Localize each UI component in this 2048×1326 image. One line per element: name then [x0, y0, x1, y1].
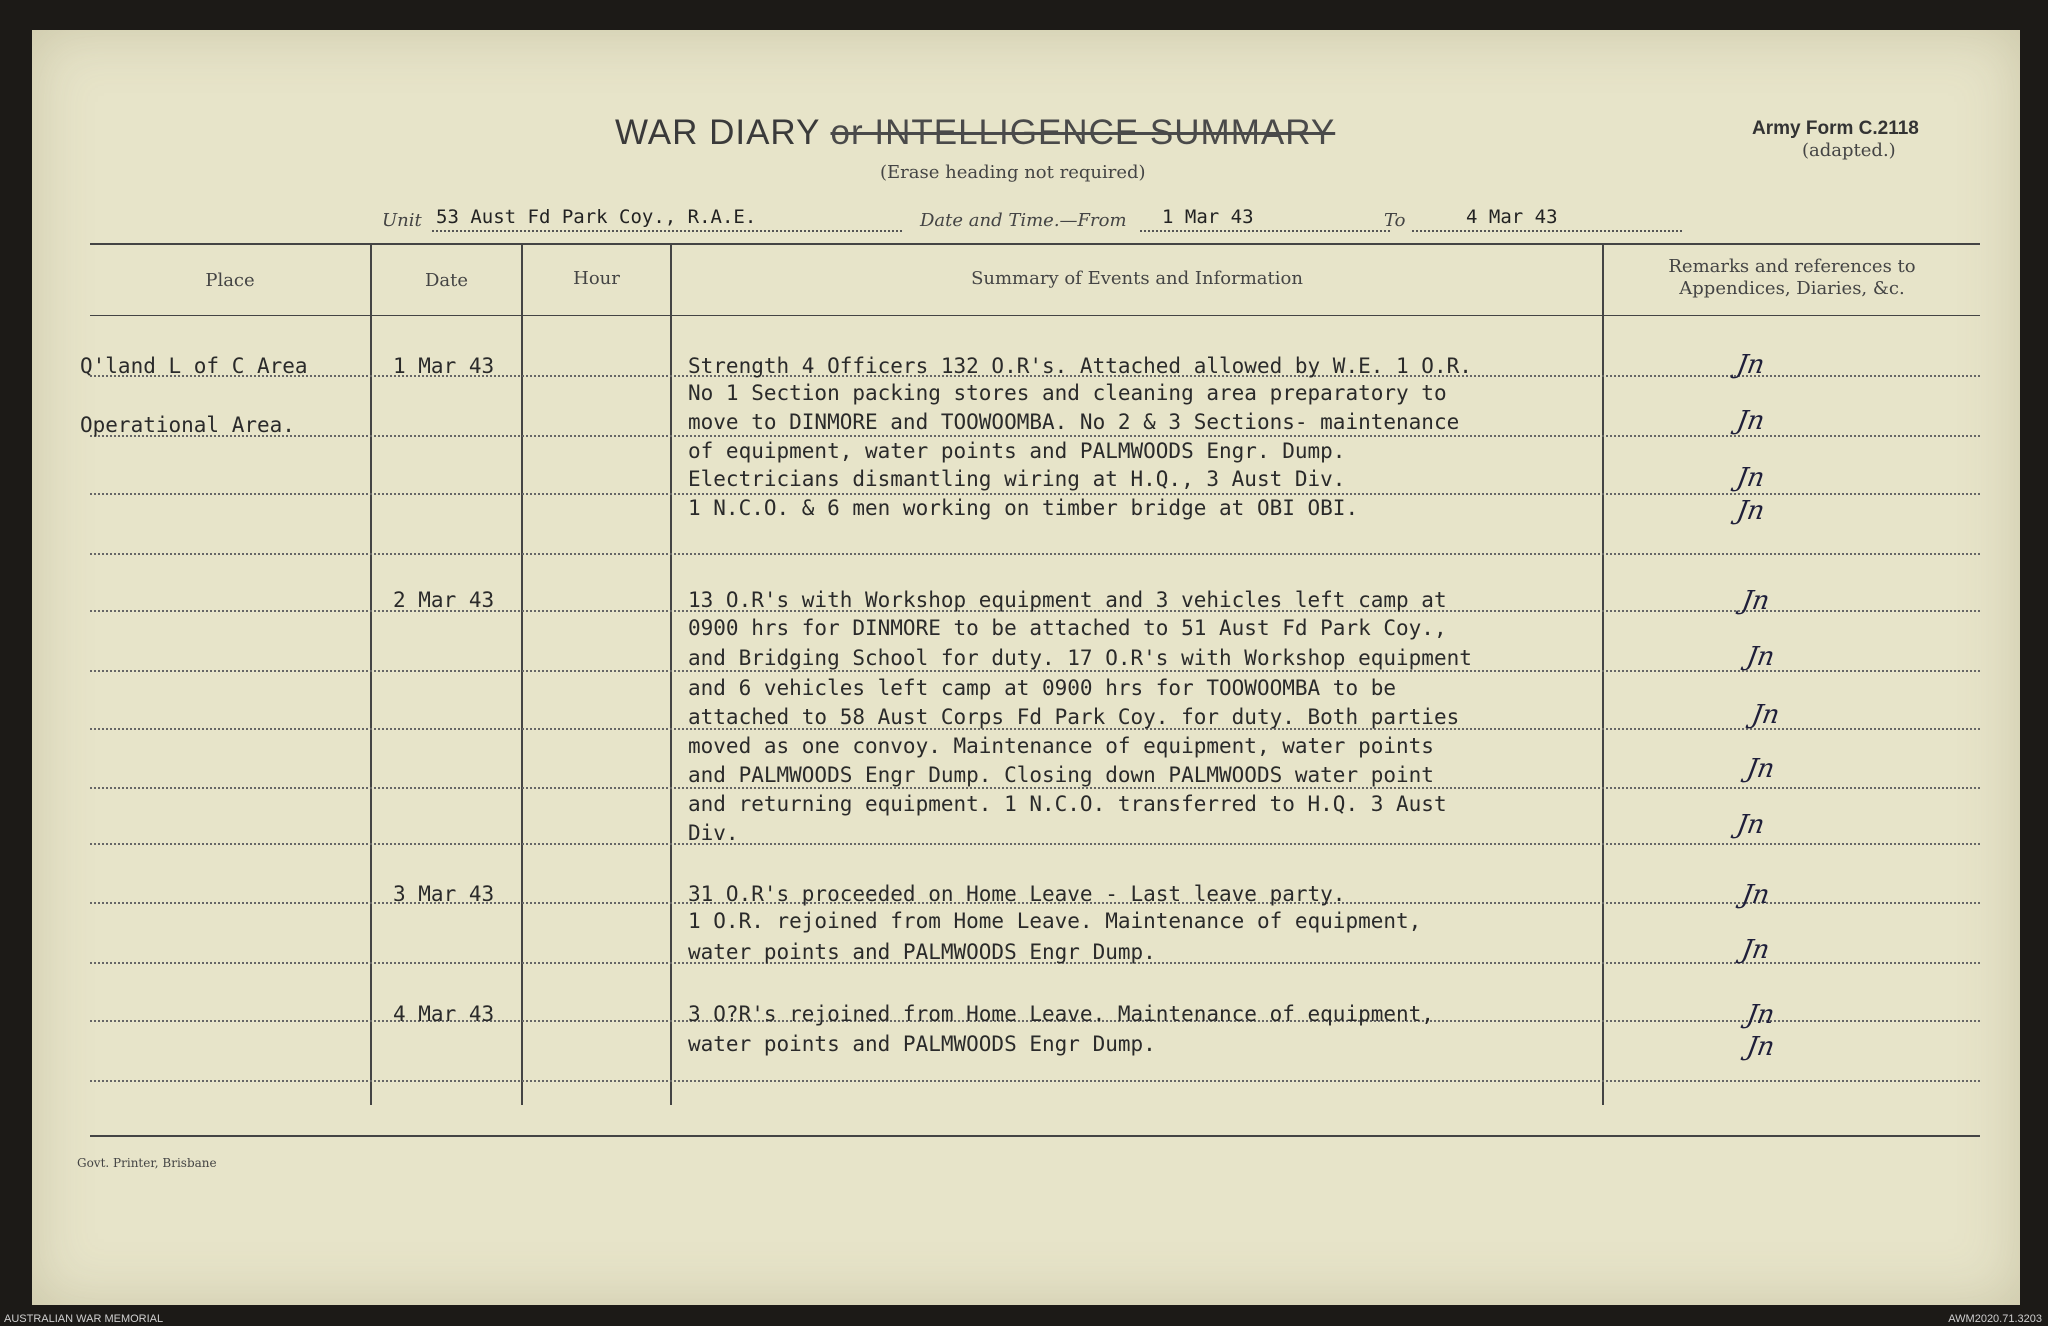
summary-line: water points and PALMWOODS Engr Dump. — [688, 1032, 1156, 1056]
unit-dotted-line — [432, 230, 902, 232]
remark-initials: Jn — [1734, 350, 1767, 380]
row-rule — [90, 787, 1980, 789]
date-to-label: To — [1384, 210, 1406, 231]
summary-line: 0900 hrs for DINMORE to be attached to 51 Aust Fd Park Coy., — [688, 616, 1447, 640]
summary-line: of equipment, water points and PALMWOODS Engr. Dump. — [688, 439, 1346, 463]
date-to-value: 4 Mar 43 — [1466, 206, 1558, 228]
col-header-remarks-line1: Remarks and references to — [1668, 256, 1916, 277]
form-title — [615, 113, 1335, 153]
entry-date: 1 Mar 43 — [393, 354, 495, 378]
summary-line: and returning equipment. 1 N.C.O. transferred to H.Q. 3 Aust — [688, 792, 1447, 816]
remark-initials: Jn — [1734, 406, 1767, 436]
row-rule — [90, 435, 1980, 437]
title-war-diary: WAR DIARY — [615, 113, 820, 152]
remark-initials: Jn — [1734, 810, 1767, 840]
col-divider-date — [521, 243, 523, 1105]
from-dotted-line — [1140, 230, 1390, 232]
summary-line: and Bridging School for duty. 17 O.R's with Workshop equipment — [688, 646, 1472, 670]
table-header-rule — [90, 315, 1980, 316]
col-header-hour: Hour — [573, 268, 620, 289]
summary-line: 31 O.R's proceeded on Home Leave - Last leave party. — [688, 882, 1346, 906]
col-divider-hour — [670, 243, 672, 1105]
adapted-note: (adapted.) — [1802, 140, 1896, 161]
place-line: Q'land L of C Area — [80, 354, 308, 378]
summary-line: 3 O?R's rejoined from Home Leave. Maintenance of equipment, — [688, 1002, 1434, 1026]
remark-initials: Jn — [1739, 880, 1772, 910]
row-rule — [90, 670, 1980, 672]
remark-initials: Jn — [1739, 935, 1772, 965]
col-divider-summary — [1602, 243, 1604, 1105]
summary-line: Div. — [688, 821, 739, 845]
remark-initials: Jn — [1744, 754, 1777, 784]
erase-note: (Erase heading not required) — [880, 162, 1146, 183]
summary-line: and 6 vehicles left camp at 0900 hrs for TOOWOOMBA to be — [688, 676, 1397, 700]
summary-line: 1 N.C.O. & 6 men working on timber bridge at OBI OBI. — [688, 496, 1359, 520]
col-header-place: Place — [205, 270, 255, 291]
archive-credit: AUSTRALIAN WAR MEMORIAL — [4, 1313, 164, 1325]
to-dotted-line — [1412, 230, 1682, 232]
entry-date: 2 Mar 43 — [393, 588, 495, 612]
summary-line: water points and PALMWOODS Engr Dump. — [688, 940, 1156, 964]
remark-initials: Jn — [1734, 463, 1767, 493]
col-header-summary: Summary of Events and Information — [971, 268, 1303, 289]
date-from-value: 1 Mar 43 — [1162, 206, 1254, 228]
summary-line: and PALMWOODS Engr Dump. Closing down PALMWOODS water point — [688, 763, 1434, 787]
remark-initials: Jn — [1744, 1000, 1777, 1030]
summary-line: 1 O.R. rejoined from Home Leave. Maintenance of equipment, — [688, 909, 1422, 933]
remark-initials: Jn — [1749, 700, 1782, 730]
place-line: Operational Area. — [80, 413, 295, 437]
summary-line: Electricians dismantling wiring at H.Q., 3 Aust Div. — [688, 467, 1346, 491]
summary-line: move to DINMORE and TOOWOOMBA. No 2 & 3 Sections- maintenance — [688, 410, 1460, 434]
summary-line: Strength 4 Officers 132 O.R's. Attached allowed by W.E. 1 O.R. — [688, 354, 1472, 378]
remark-initials: Jn — [1734, 496, 1767, 526]
remark-initials: Jn — [1739, 586, 1772, 616]
summary-line: moved as one convoy. Maintenance of equipment, water points — [688, 734, 1434, 758]
col-header-date: Date — [424, 270, 469, 291]
entry-date: 4 Mar 43 — [393, 1002, 495, 1026]
summary-line: 13 O.R's with Workshop equipment and 3 vehicles left camp at — [688, 588, 1447, 612]
unit-value: 53 Aust Fd Park Coy., R.A.E. — [436, 206, 757, 228]
date-from-label: Date and Time.—From — [920, 210, 1127, 231]
table-top-rule — [90, 243, 1980, 245]
archive-reference: AWM2020.71.3203 — [1948, 1313, 2042, 1325]
army-form-number: Army Form C.2118 — [1752, 118, 1919, 139]
col-header-remarks-line2: Appendices, Diaries, &c. — [1679, 278, 1905, 299]
table-bottom-rule — [90, 1135, 1980, 1137]
diary-sheet — [32, 30, 2020, 1305]
row-rule — [90, 493, 1980, 495]
summary-line: attached to 58 Aust Corps Fd Park Coy. for duty. Both parties — [688, 705, 1460, 729]
title-struck-intelligence-summary: or INTELLIGENCE SUMMARY — [830, 113, 1336, 152]
printer-note: Govt. Printer, Brisbane — [77, 1156, 217, 1170]
entry-date: 3 Mar 43 — [393, 882, 495, 906]
row-rule — [90, 553, 1980, 555]
unit-label: Unit — [382, 210, 422, 231]
col-divider-place — [370, 243, 372, 1105]
row-rule — [90, 1080, 1980, 1082]
remark-initials: Jn — [1744, 1032, 1777, 1062]
remark-initials: Jn — [1744, 642, 1777, 672]
summary-line: No 1 Section packing stores and cleaning area preparatory to — [688, 381, 1447, 405]
row-rule — [90, 843, 1980, 845]
